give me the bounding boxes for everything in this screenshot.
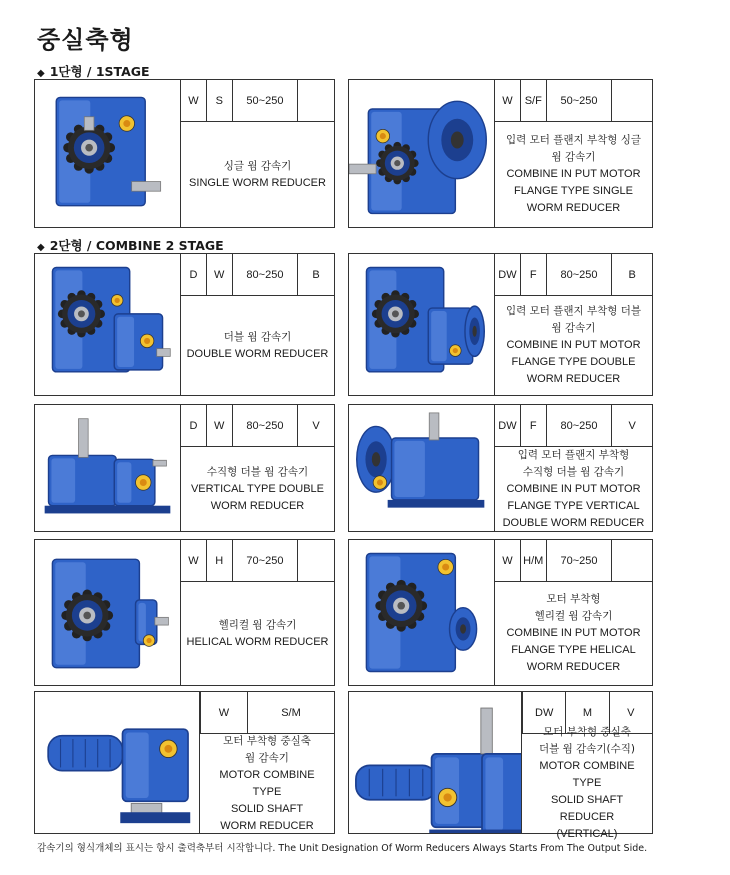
code-cell: 50~250	[233, 80, 299, 121]
footer-note: 감속기의 형식개체의 표시는 항시 출력축부터 시작합니다. The Unit Designation Of Worm Reducers Always Starts From The Output Side.	[37, 843, 648, 854]
product-name-english: SINGLE WORM REDUCER	[189, 176, 326, 189]
motor-helical-worm-reducer-photo	[349, 540, 494, 685]
flange-single-worm-reducer-photo	[349, 80, 494, 227]
product-description	[495, 122, 652, 227]
product-description	[495, 582, 652, 685]
product-name-english: HELICAL WORM REDUCER	[186, 635, 329, 648]
product-name-english: VERTICAL TYPE DOUBLE	[190, 482, 325, 495]
designation-code-row	[495, 254, 652, 296]
product-description	[181, 582, 334, 685]
code-cell: W	[207, 254, 233, 295]
flange-double-worm-reducer-photo	[349, 254, 494, 395]
product-name-korean: 웜 감속기	[245, 751, 289, 764]
code-cell: W	[181, 80, 207, 121]
product-name-english: WORM REDUCER	[526, 373, 621, 385]
helical-worm-reducer-photo	[35, 540, 180, 685]
product-info	[494, 540, 652, 685]
code-cell: H/M	[521, 540, 547, 581]
product-card	[34, 691, 335, 834]
product-name-korean: 싱글 웜 감속기	[223, 159, 292, 172]
designation-code-row	[200, 692, 334, 734]
code-cell: F	[521, 254, 547, 295]
code-cell: W	[181, 540, 207, 581]
product-name-english: COMBINE IN PUT MOTOR	[506, 168, 641, 180]
product-name-korean: 더블 웜 감속기	[223, 330, 292, 343]
product-info	[521, 692, 652, 840]
code-cell: 80~250	[233, 405, 299, 446]
designation-code-row	[495, 80, 652, 122]
code-cell: 80~250	[547, 405, 613, 446]
product-info	[180, 540, 334, 685]
code-cell: W	[207, 405, 233, 446]
product-card	[34, 253, 335, 396]
section-heading-2stage: ◆ 2단형 / COMBINE 2 STAGE	[37, 238, 224, 253]
single-worm-reducer-photo	[35, 80, 180, 227]
product-info	[180, 405, 334, 531]
product-name-english: FLANGE TYPE SINGLE	[513, 185, 633, 197]
code-cell: W	[495, 540, 521, 581]
code-cell: V	[628, 419, 636, 432]
product-name-english: COMBINE IN PUT MOTOR	[506, 627, 641, 639]
designation-code-row	[495, 405, 652, 447]
product-name-korean: 입력 모터 플랜지 부착형	[517, 448, 630, 461]
code-cell	[298, 80, 334, 121]
product-name-korean: 수직형 더블 웜 감속기	[522, 465, 625, 478]
code-cell: S/M	[281, 706, 301, 719]
code-cell: V	[312, 419, 320, 432]
product-description	[181, 122, 334, 227]
product-name-english: (VERTICAL)	[556, 828, 618, 840]
code-cell: DW	[523, 692, 566, 733]
code-cell: M	[566, 692, 609, 733]
product-name-english: COMBINE IN PUT MOTOR	[506, 482, 641, 495]
product-name-english: WORM REDUCER	[526, 661, 621, 673]
motor-solid-shaft-reducer-photo	[35, 692, 199, 833]
section-heading-1stage: ◆ 1단형 / 1STAGE	[37, 64, 150, 79]
product-name-english: WORM REDUCER	[210, 499, 305, 512]
product-description	[181, 296, 334, 395]
code-cell: B	[628, 268, 636, 281]
product-name-english: SOLID SHAFT	[230, 802, 304, 815]
double-worm-reducer-photo	[35, 254, 180, 395]
designation-code-row	[181, 80, 334, 122]
product-card	[348, 253, 653, 396]
code-cell: 80~250	[547, 254, 613, 295]
product-name-english: FLANGE TYPE VERTICAL	[507, 499, 640, 512]
product-info	[494, 80, 652, 227]
motor-vertical-solid-shaft-reducer-photo	[349, 692, 521, 833]
flange-vertical-double-worm-reducer-photo	[349, 405, 494, 531]
code-cell: S/F	[521, 80, 547, 121]
code-cell	[612, 80, 652, 121]
product-name-english: FLANGE TYPE DOUBLE	[511, 356, 636, 368]
product-card	[348, 691, 653, 840]
code-cell: H	[207, 540, 233, 581]
product-description	[495, 296, 652, 395]
product-name-korean: 모터 부착형 중실축	[543, 726, 631, 738]
product-name-korean: 헬리컬 웜 감속기	[534, 610, 613, 622]
product-name-english: WORM REDUCER	[220, 819, 314, 832]
code-cell: 70~250	[233, 540, 299, 581]
product-info	[494, 405, 652, 531]
product-name-english: WORM REDUCER	[526, 202, 621, 214]
product-card	[34, 79, 335, 228]
code-cell: 50~250	[547, 80, 613, 121]
product-info	[180, 254, 334, 395]
product-name-english: FLANGE TYPE HELICAL	[511, 644, 636, 656]
product-name-english: MOTOR COMBINE TYPE	[219, 768, 315, 798]
product-info	[180, 80, 334, 227]
product-card	[348, 79, 653, 228]
code-cell: DW	[495, 254, 521, 295]
product-name-english: COMBINE IN PUT MOTOR	[506, 339, 641, 351]
product-name-korean: 웜 감속기	[551, 322, 596, 334]
product-info	[494, 254, 652, 395]
code-cell: W	[495, 80, 521, 121]
designation-code-row	[181, 540, 334, 582]
code-cell: V	[627, 706, 635, 719]
product-description	[495, 447, 652, 531]
product-name-english: MOTOR COMBINE TYPE	[539, 760, 635, 789]
code-cell: 80~250	[233, 254, 299, 295]
product-name-korean: 수직형 더블 웜 감속기	[206, 465, 309, 478]
product-card	[348, 404, 653, 532]
product-card	[348, 539, 653, 686]
product-name-english: SOLID SHAFT REDUCER	[550, 794, 624, 823]
product-name-korean: 헬리컬 웜 감속기	[218, 618, 297, 631]
code-cell	[298, 540, 334, 581]
section-heading-1stage-text: 1단형 / 1STAGE	[49, 64, 150, 79]
code-cell: S	[207, 80, 233, 121]
product-description	[200, 734, 334, 833]
product-name-korean: 모터 부착형	[546, 593, 601, 605]
designation-code-row	[495, 540, 652, 582]
product-name-korean: 입력 모터 플랜지 부착형 더블	[505, 305, 642, 317]
code-cell: 70~250	[547, 540, 613, 581]
product-card	[34, 404, 335, 532]
designation-code-row	[181, 405, 334, 447]
product-name-korean: 입력 모터 플랜지 부착형 싱글	[505, 134, 642, 146]
product-description	[181, 447, 334, 531]
product-name-korean: 웜 감속기	[551, 151, 596, 163]
product-name-korean: 모터 부착형 중실축	[223, 734, 311, 747]
code-cell: W	[201, 692, 248, 733]
product-name-english: DOUBLE WORM REDUCER	[186, 347, 329, 360]
page-title: 중실축형	[37, 26, 134, 54]
product-name-english: DOUBLE WORM REDUCER	[502, 516, 645, 529]
product-name-korean: 더블 웜 감속기(수직)	[538, 743, 635, 755]
section-heading-2stage-text: 2단형 / COMBINE 2 STAGE	[49, 238, 224, 253]
code-cell: D	[181, 254, 207, 295]
product-card	[34, 539, 335, 686]
designation-code-row	[181, 254, 334, 296]
code-cell	[612, 540, 652, 581]
code-cell: D	[181, 405, 207, 446]
code-cell: DW	[495, 405, 521, 446]
product-description	[522, 726, 652, 840]
code-cell: B	[312, 268, 320, 281]
vertical-double-worm-reducer-photo	[35, 405, 180, 531]
product-info	[199, 692, 334, 833]
code-cell: F	[521, 405, 547, 446]
